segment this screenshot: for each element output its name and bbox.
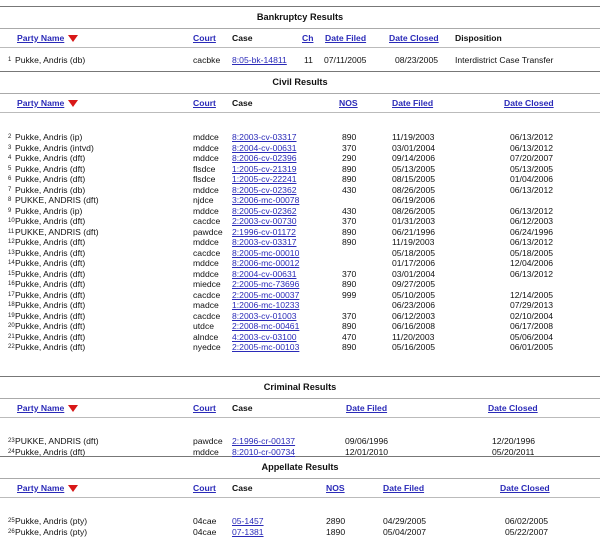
party-name-cell: PUKKE, ANDRIS (dft) [15,226,99,237]
date-filed-cell: 05/10/2005 [392,289,436,300]
table-row [0,132,600,142]
sort-desc-icon [68,485,78,492]
court-cell: cacdce [193,247,221,258]
date-closed-sort-link[interactable]: Date Closed [389,33,439,43]
table-row [0,436,600,446]
nos-cell: 890 [342,321,357,331]
date-closed-cell: 06/13/2012 [510,132,554,142]
court-sort-link[interactable]: Court [193,98,216,108]
table-row [0,258,600,268]
case-link[interactable]: 2:2003-cv-00730 [232,216,297,226]
party-name-cell: Pukke, Andris (dft) [15,279,86,289]
party-name-cell: Pukke, Andris (pty) [15,526,88,537]
nos-cell: 430 [342,184,357,195]
date-filed-cell: 05/18/2005 [392,247,436,258]
date-closed-cell: 05/06/2004 [510,331,554,342]
date-closed-sort-link[interactable]: Date Closed [500,483,550,493]
appellate-header-row [0,479,600,498]
court-cell: flsdce [193,163,216,174]
table-row [0,321,600,331]
case-link[interactable]: 1:2005-cv-22241 [232,174,297,184]
table-row [0,143,600,153]
party-name-cell: Pukke, Andris (dft) [15,321,86,331]
case-link[interactable]: 2:1996-cv-01172 [232,226,296,237]
court-cell: pawdce [193,226,223,237]
case-link[interactable]: 1:2005-cv-21319 [232,163,297,174]
date-closed-cell: 07/29/2013 [510,300,554,310]
court-cell: 04cae [193,526,217,537]
court-sort-link[interactable]: Court [193,33,216,43]
disposition-header: Disposition [455,33,502,43]
table-row [0,527,600,537]
table-row [0,227,600,237]
nos-sort-link[interactable]: NOS [326,483,345,493]
court-sort-link[interactable]: Court [193,483,216,493]
row-number: 5 [8,165,12,172]
criminal-section [0,376,600,456]
row-number: 20 [8,323,15,329]
row-number: 13 [8,249,15,256]
court-cell: utdce [193,321,215,331]
court-cell: cacdce [193,289,221,300]
date-closed-cell: 02/10/2004 [510,310,554,321]
table-row [0,516,600,526]
court-cell: flsdce [193,174,216,184]
court-cell: miedce [193,279,221,289]
table-row [0,300,600,310]
court-cell: madce [193,300,219,310]
case-link[interactable]: 1:2006-mc-10233 [232,300,300,310]
row-number: 6 [8,176,12,182]
date-closed-cell: 06/13/2012 [510,142,554,153]
court-cell: mddce [193,237,219,247]
party-name-sort-link[interactable]: Party Name [17,403,78,413]
court-cell: njdce [193,195,214,205]
nos-cell: 470 [342,331,357,342]
case-link[interactable]: 8:2003-cv-03317 [232,237,297,247]
case-link[interactable]: 2:2008-mc-00461 [232,321,300,331]
civil-rows [0,113,600,376]
nos-cell: 999 [342,289,357,300]
party-name-cell: Pukke, Andris (dft) [15,300,86,310]
party-name-cell: Pukke, Andris (dft) [15,310,86,321]
row-number: 25 [8,518,15,524]
party-name-cell: Pukke, Andris (dft) [15,331,86,342]
date-filed-cell: 05/04/2007 [383,526,427,537]
table-row [0,311,600,321]
court-cell: mddce [193,446,219,457]
nos-cell: 1890 [326,526,346,537]
date-filed-cell: 11/19/2003 [392,237,435,247]
date-filed-cell: 01/17/2006 [392,258,436,268]
case-link[interactable]: 2:2005-mc-00103 [232,342,300,352]
table-row [0,269,600,279]
date-closed-sort-link[interactable]: Date Closed [488,403,538,413]
date-filed-cell: 04/29/2005 [383,516,427,526]
case-header: Case [232,403,253,413]
case-link[interactable]: 8:2010-cr-00734 [232,446,296,457]
table-row [0,164,600,174]
case-link[interactable]: 3:2006-mc-00078 [232,195,300,205]
row-number: 16 [8,281,15,287]
ch-sort-link[interactable]: Ch [302,33,314,43]
case-link[interactable]: 8:2003-cv-03317 [232,132,297,142]
party-name-cell: Pukke, Andris (dft) [15,237,86,247]
civil-section [0,71,600,376]
row-number: 14 [8,260,15,266]
nos-sort-link[interactable]: NOS [339,98,358,108]
date-closed-cell: 06/13/2012 [510,205,554,216]
table-row [0,195,600,205]
case-header: Case [232,98,253,108]
case-link[interactable]: 2:2005-mc-00037 [232,289,300,300]
court-cell: mddce [193,184,219,195]
row-number: 8 [8,197,12,203]
row-number: 21 [8,333,15,340]
civil-header-row [0,94,600,113]
criminal-header-row [0,399,600,418]
date-filed-cell: 06/16/2008 [392,321,436,331]
case-link[interactable]: 8:2005-cv-02362 [232,184,297,195]
table-row [0,279,600,289]
nos-cell: 890 [342,279,357,289]
nos-cell: 370 [342,310,357,321]
party-name-sort-link[interactable]: Party Name [17,483,78,493]
row-number: 2 [8,134,12,140]
case-link[interactable]: 07-1381 [232,526,264,537]
date-filed-sort-link[interactable]: Date Filed [325,33,367,43]
date-filed-cell: 06/23/2006 [392,300,436,310]
disposition-cell: Interdistrict Case Transfer [455,55,554,65]
nos-cell: 370 [342,216,357,226]
date-closed-cell: 12/04/2006 [510,258,554,268]
date-closed-cell: 06/13/2012 [510,268,554,279]
criminal-rows [0,418,600,456]
court-cell: mddce [193,142,219,153]
case-link[interactable]: 05-1457 [232,516,264,526]
court-cell: cacbke [193,55,221,65]
table-row [0,153,600,163]
nos-cell: 890 [342,163,357,174]
party-name-cell: Pukke, Andris (dft) [15,247,86,258]
case-header: Case [232,483,253,493]
row-number: 9 [8,207,12,214]
party-name-cell: Pukke, Andris (dft) [15,342,86,352]
court-cell: mddce [193,268,219,279]
row-number: 7 [8,186,12,193]
row-number: 26 [8,528,15,535]
case-link[interactable]: 8:2004-cv-00631 [232,268,297,279]
date-closed-cell: 01/04/2006 [510,174,554,184]
date-filed-sort-link[interactable]: Date Filed [392,98,434,108]
row-number: 1 [8,57,12,63]
row-number: 15 [8,270,15,277]
date-filed-cell: 08/15/2005 [392,174,436,184]
case-link[interactable]: 2:1996-cr-00137 [232,436,296,446]
nos-cell: 370 [342,142,357,153]
row-number: 23 [8,438,15,444]
date-filed-cell: 01/31/2003 [392,216,436,226]
date-filed-cell: 05/16/2005 [392,342,436,352]
party-name-cell: Pukke, Andris (dft) [15,174,86,184]
case-link[interactable]: 2:2005-mc-73696 [232,279,300,289]
date-filed-cell: 08/26/2005 [392,205,436,216]
court-cell: alndce [193,331,219,342]
nos-cell: 890 [342,132,357,142]
party-name-cell: Pukke, Andris (ip) [15,205,83,216]
court-sort-link[interactable]: Court [193,403,216,413]
nos-cell: 890 [342,237,357,247]
party-name-cell: Pukke, Andris (dft) [15,446,86,457]
date-filed-cell: 03/01/2004 [392,142,436,153]
case-link[interactable]: 8:2005-cv-02362 [232,205,297,216]
party-name-cell: Pukke, Andris (dft) [15,258,86,268]
party-name-sort-link[interactable]: Party Name [17,33,78,43]
date-closed-cell: 06/12/2003 [510,216,554,226]
chapter-cell: 11 [304,55,313,65]
court-cell: cacdce [193,310,221,321]
row-number: 3 [8,144,12,151]
court-cell: mddce [193,132,219,142]
row-number: 12 [8,239,15,245]
case-link[interactable]: 8:05-bk-14811 [232,55,287,65]
bankruptcy-rows [0,48,600,71]
row-number: 24 [8,448,15,455]
case-header: Case [232,33,253,43]
party-name-cell: PUKKE, ANDRIS (dft) [15,436,99,446]
bankruptcy-header-row [0,29,600,48]
date-closed-cell: 06/13/2012 [510,184,554,195]
date-closed-cell: 06/24/1996 [510,226,554,237]
date-closed-cell: 12/20/1996 [492,436,536,446]
date-filed-cell: 03/01/2004 [392,268,436,279]
court-cell: 04cae [193,516,217,526]
row-number: 4 [8,155,12,161]
appellate-title: Appellate Results [0,456,600,479]
party-name-cell: Pukke, Andris (dft) [15,268,86,279]
date-closed-cell: 05/22/2007 [505,526,549,537]
date-filed-cell: 12/01/2010 [345,446,389,457]
table-row [0,342,600,352]
table-row [0,174,600,184]
date-closed-cell: 06/17/2008 [510,321,554,331]
nos-cell: 890 [342,226,357,237]
party-name-cell: Pukke, Andris (dft) [15,216,86,226]
date-closed-cell: 05/20/2011 [492,446,535,457]
sort-desc-icon [68,100,78,107]
date-closed-cell: 12/14/2005 [510,289,554,300]
court-cell: mddce [193,153,219,163]
date-filed-sort-link[interactable]: Date Filed [346,403,388,413]
nos-cell: 290 [342,153,357,163]
row-number: 19 [8,312,15,319]
row-number: 10 [8,218,15,224]
case-link[interactable]: 8:2003-cv-01003 [232,310,297,321]
court-cell: nyedce [193,342,221,352]
table-row [0,248,600,258]
table-row [0,206,600,216]
party-name-cell: Pukke, Andris (db) [15,184,86,195]
sort-desc-icon [68,405,78,412]
date-filed-cell: 09/14/2006 [392,153,436,163]
date-filed-cell: 09/27/2005 [392,279,436,289]
date-closed-cell: 05/13/2005 [510,163,554,174]
table-row [0,185,600,195]
row-number: 22 [8,344,15,350]
party-name-cell: PUKKE, ANDRIS (dft) [15,195,99,205]
table-row [0,332,600,342]
nos-cell: 890 [342,174,357,184]
party-name-sort-link[interactable]: Party Name [17,98,78,108]
party-name-cell: Pukke, Andris (dft) [15,289,86,300]
date-closed-cell: 06/02/2005 [505,516,549,526]
case-link[interactable]: 8:2006-mc-00012 [232,258,300,268]
date-filed-cell: 06/19/2006 [392,195,436,205]
date-closed-cell: 05/18/2005 [510,247,554,258]
table-row [0,290,600,300]
party-name-cell: Pukke, Andris (pty) [15,516,88,526]
bankruptcy-section [0,6,600,71]
case-link[interactable]: 8:2005-mc-00010 [232,247,300,258]
civil-title: Civil Results [0,71,600,94]
row-number: 11 [8,228,15,235]
party-name-cell: Pukke, Andris (dft) [15,153,86,163]
party-name-cell: Pukke, Andris (ip) [15,132,83,142]
court-cell: mddce [193,205,219,216]
table-row [0,216,600,226]
date-filed-cell: 08/26/2005 [392,184,436,195]
nos-cell: 890 [342,342,357,352]
nos-cell: 2890 [326,516,346,526]
nos-cell: 430 [342,205,357,216]
court-cell: mddce [193,258,219,268]
table-row [0,237,600,247]
date-closed-cell: 06/13/2012 [510,237,554,247]
date-filed-cell: 05/13/2005 [392,163,436,174]
party-name-cell: Pukke, Andris (db) [15,55,86,65]
date-closed-cell: 07/20/2007 [510,153,554,163]
party-name-cell: Pukke, Andris (intvd) [15,142,94,153]
bankruptcy-title: Bankruptcy Results [0,6,600,29]
court-cell: pawdce [193,436,223,446]
party-name-cell: Pukke, Andris (dft) [15,163,86,174]
court-cell: cacdce [193,216,221,226]
table-row [0,55,600,65]
date-closed-cell: 08/23/2005 [395,55,439,65]
date-closed-cell: 06/01/2005 [510,342,554,352]
appellate-rows [0,498,600,536]
results-page [0,6,600,549]
date-closed-sort-link[interactable]: Date Closed [504,98,554,108]
nos-cell: 370 [342,268,357,279]
case-link[interactable]: 8:2006-cv-02396 [232,153,297,163]
case-link[interactable]: 4:2003-cv-03100 [232,331,297,342]
criminal-title: Criminal Results [0,376,600,399]
date-filed-cell: 11/20/2003 [392,331,435,342]
row-number: 17 [8,291,15,298]
date-filed-cell: 06/12/2003 [392,310,436,321]
date-filed-sort-link[interactable]: Date Filed [383,483,425,493]
date-filed-cell: 06/21/1996 [392,226,436,237]
date-filed-cell: 07/11/2005 [324,55,367,65]
appellate-section [0,456,600,536]
row-number: 18 [8,302,15,308]
date-filed-cell: 11/19/2003 [392,132,435,142]
table-row [0,447,600,457]
sort-desc-icon [68,35,78,42]
date-filed-cell: 09/06/1996 [345,436,389,446]
case-link[interactable]: 8:2004-cv-00631 [232,142,297,153]
